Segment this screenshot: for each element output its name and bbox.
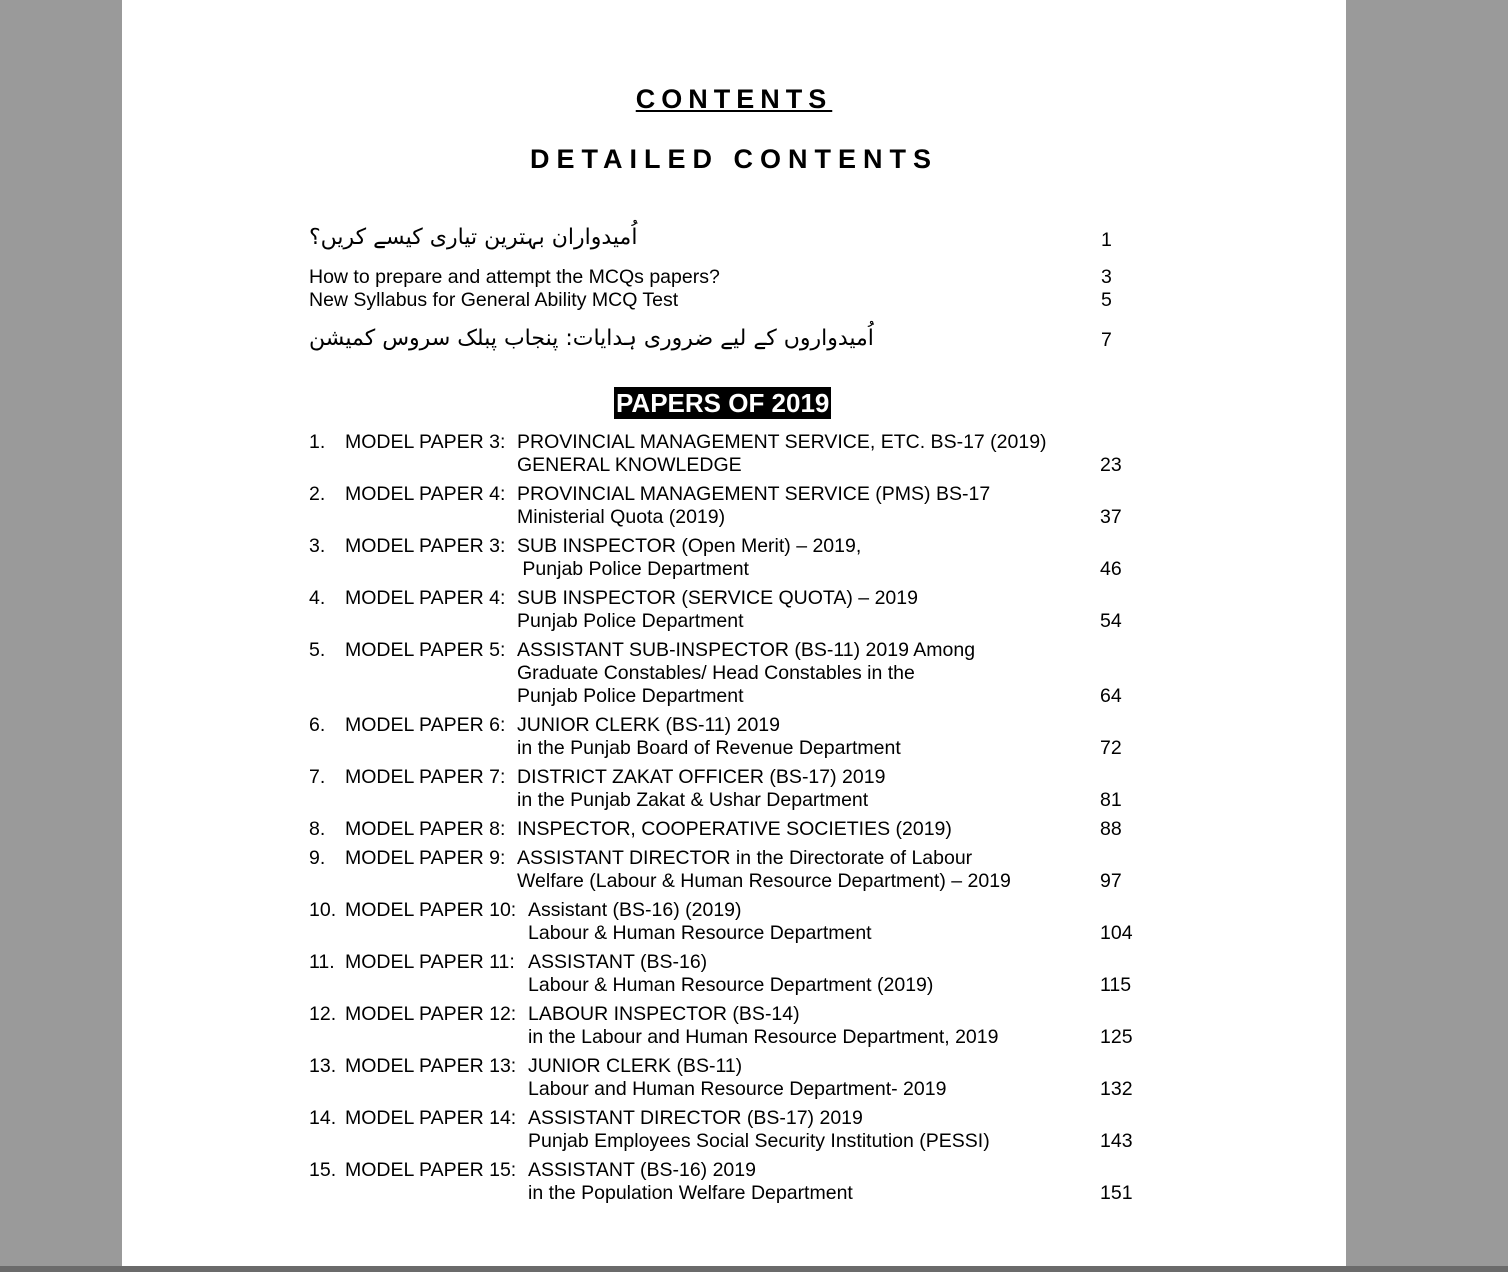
paper-page-number: 151 (1100, 1182, 1133, 1204)
paper-head: MODEL PAPER 3: (345, 431, 506, 453)
detailed-contents-title: DETAILED CONTENTS (530, 144, 938, 174)
paper-head: MODEL PAPER 13: (345, 1055, 517, 1077)
paper-page-number: 81 (1100, 789, 1122, 811)
paper-title-line: Assistant (BS-16) (2019) (528, 899, 742, 921)
paper-number: 7. (309, 766, 326, 788)
paper-title-line: in the Punjab Board of Revenue Department (517, 737, 901, 759)
papers-heading: PAPERS OF 2019 (616, 388, 830, 418)
next-page-strip (0, 1266, 1508, 1272)
paper-page-number: 132 (1100, 1078, 1133, 1100)
paper-title-line: LABOUR INSPECTOR (BS-14) (528, 1003, 800, 1025)
paper-title-line: SUB INSPECTOR (Open Merit) – 2019, (517, 535, 862, 557)
paper-head: MODEL PAPER 15: (345, 1159, 517, 1181)
paper-title-line: JUNIOR CLERK (BS-11) (528, 1055, 743, 1077)
paper-title-line: Punjab Police Department (517, 685, 744, 707)
paper-title-line: Punjab Employees Social Security Institution (PESSI) (528, 1130, 990, 1152)
front-item-page: 7 (1101, 329, 1112, 351)
paper-number: 15. (309, 1159, 337, 1181)
paper-page-number: 125 (1100, 1026, 1133, 1048)
paper-page-number: 23 (1100, 454, 1122, 476)
paper-head: MODEL PAPER 3: (345, 535, 506, 557)
paper-title-line: in the Punjab Zakat & Ushar Department (517, 789, 869, 811)
paper-number: 12. (309, 1003, 337, 1025)
paper-head: MODEL PAPER 10: (345, 899, 517, 921)
paper-head: MODEL PAPER 4: (345, 483, 506, 505)
front-item-text: اُمیدواران بہترین تیاری کیسے کریں؟ (309, 225, 638, 250)
paper-title-line: ASSISTANT DIRECTOR (BS-17) 2019 (528, 1107, 863, 1129)
paper-title-line: GENERAL KNOWLEDGE (517, 454, 742, 476)
paper-title-line: Labour and Human Resource Department- 2019 (528, 1078, 947, 1100)
paper-number: 4. (309, 587, 326, 609)
paper-number: 14. (309, 1107, 337, 1129)
paper-title-line: in the Labour and Human Resource Department, 2019 (528, 1026, 999, 1048)
paper-number: 10. (309, 899, 337, 921)
document-page (122, 0, 1346, 1266)
paper-head: MODEL PAPER 5: (345, 639, 506, 661)
paper-number: 1. (309, 431, 326, 453)
paper-title-line: Ministerial Quota (2019) (517, 506, 726, 528)
paper-number: 13. (309, 1055, 337, 1077)
paper-title-line: ASSISTANT DIRECTOR in the Directorate of Labour (517, 847, 973, 869)
paper-head: MODEL PAPER 9: (345, 847, 506, 869)
paper-page-number: 143 (1100, 1130, 1133, 1152)
paper-page-number: 64 (1100, 685, 1122, 707)
paper-head: MODEL PAPER 6: (345, 714, 506, 736)
paper-title-line: Graduate Constables/ Head Constables in the (517, 662, 915, 684)
paper-title-line: ASSISTANT SUB-INSPECTOR (BS-11) 2019 Among (517, 639, 976, 661)
paper-title-line: ASSISTANT (BS-16) 2019 (528, 1159, 756, 1181)
paper-number: 11. (309, 951, 335, 973)
paper-page-number: 97 (1100, 870, 1122, 892)
front-item-page: 3 (1101, 266, 1112, 288)
paper-title-line: Punjab Police Department (517, 558, 749, 580)
front-item-page: 1 (1101, 229, 1112, 251)
paper-page-number: 104 (1100, 922, 1133, 944)
paper-title-line: PROVINCIAL MANAGEMENT SERVICE (PMS) BS-17 (517, 483, 991, 505)
paper-page-number: 72 (1100, 737, 1122, 759)
paper-title-line: JUNIOR CLERK (BS-11) 2019 (517, 714, 780, 736)
paper-head: MODEL PAPER 12: (345, 1003, 517, 1025)
paper-page-number: 54 (1100, 610, 1122, 632)
paper-title-line: Welfare (Labour & Human Resource Department) – 2019 (517, 870, 1011, 892)
paper-head: MODEL PAPER 11: (345, 951, 515, 973)
paper-head: MODEL PAPER 8: (345, 818, 506, 840)
front-item-text: New Syllabus for General Ability MCQ Test (309, 289, 679, 311)
front-item-text: How to prepare and attempt the MCQs papers? (309, 266, 720, 288)
paper-title-line: PROVINCIAL MANAGEMENT SERVICE, ETC. BS-17 (2019) (517, 431, 1047, 453)
paper-number: 9. (309, 847, 326, 869)
paper-number: 5. (309, 639, 326, 661)
paper-title-line: DISTRICT ZAKAT OFFICER (BS-17) 2019 (517, 766, 886, 788)
paper-title-line: INSPECTOR, COOPERATIVE SOCIETIES (2019) (517, 818, 952, 840)
paper-title-line: Punjab Police Department (517, 610, 744, 632)
paper-head: MODEL PAPER 7: (345, 766, 506, 788)
paper-page-number: 46 (1100, 558, 1122, 580)
paper-number: 3. (309, 535, 326, 557)
paper-number: 2. (309, 483, 326, 505)
paper-head: MODEL PAPER 4: (345, 587, 506, 609)
paper-page-number: 88 (1100, 818, 1122, 840)
paper-number: 8. (309, 818, 326, 840)
paper-page-number: 37 (1100, 506, 1122, 528)
paper-title-line: Labour & Human Resource Department (528, 922, 872, 944)
paper-title-line: ASSISTANT (BS-16) (528, 951, 708, 973)
contents-title: CONTENTS (635, 84, 833, 114)
paper-number: 6. (309, 714, 326, 736)
paper-head: MODEL PAPER 14: (345, 1107, 517, 1129)
paper-title-line: in the Population Welfare Department (528, 1182, 853, 1204)
front-item-page: 5 (1101, 289, 1112, 311)
front-item-text: اُمیدواروں کے لیے ضروری ہدایات: پنجاب پبلک سروس کمیشن (309, 326, 874, 351)
paper-title-line: Labour & Human Resource Department (2019) (528, 974, 934, 996)
paper-title-line: SUB INSPECTOR (SERVICE QUOTA) – 2019 (517, 587, 918, 609)
paper-page-number: 115 (1100, 974, 1132, 996)
